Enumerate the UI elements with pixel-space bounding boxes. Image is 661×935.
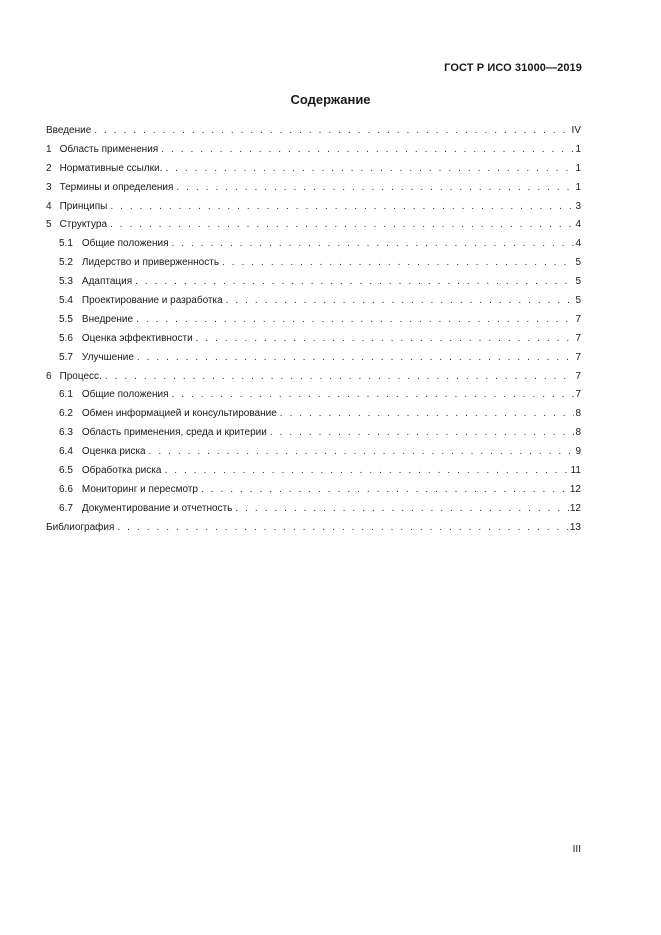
toc-entry-page: 5: [575, 257, 581, 269]
toc-entry[interactable]: [46, 198, 581, 217]
toc-entry-number: 6.3: [59, 427, 73, 439]
toc-entry-label: Принципы: [59, 200, 108, 212]
toc-entry[interactable]: [46, 481, 581, 500]
toc-entry[interactable]: [46, 273, 581, 292]
toc-entry-label: Библиография: [46, 521, 115, 533]
toc-entry-page: 8: [575, 427, 581, 439]
toc-leader-dots: [270, 424, 575, 443]
table-of-contents: [46, 122, 581, 538]
toc-entry-page: 1: [575, 181, 581, 193]
toc-entry-number: 5.1: [59, 238, 73, 250]
toc-entry-page: 4: [575, 238, 581, 250]
toc-entry-number: 6.4: [59, 446, 73, 458]
toc-entry-label: Термины и определения: [59, 181, 174, 193]
toc-entry[interactable]: [46, 368, 581, 387]
toc-entry-number: 5.5: [59, 313, 73, 325]
toc-leader-dots: [117, 519, 568, 538]
toc-leader-dots: [164, 462, 569, 481]
toc-leader-dots: [235, 500, 569, 519]
toc-entry-label: Оценка эффективности: [81, 332, 193, 344]
toc-entry-page: 7: [575, 351, 581, 363]
toc-entry-number: 6.6: [59, 483, 73, 495]
toc-leader-dots: [280, 405, 575, 424]
toc-leader-dots: [110, 198, 574, 217]
toc-entry-number: 6.2: [59, 408, 73, 420]
toc-leader-dots: [161, 141, 574, 160]
toc-entry-label: Нормативные ссылки.: [59, 162, 163, 174]
toc-entry-page: 12: [569, 483, 581, 495]
toc-entry-page: 7: [575, 370, 581, 382]
toc-entry-number: 1: [46, 143, 52, 155]
toc-leader-dots: [176, 179, 574, 198]
toc-entry-label: Адаптация: [81, 276, 133, 288]
toc-entry-number: 2: [46, 162, 52, 174]
toc-entry-label: Область применения: [59, 143, 159, 155]
toc-entry-label: Обмен информацией и консультирование: [81, 408, 277, 420]
toc-entry-page: 5: [575, 276, 581, 288]
toc-entry[interactable]: [46, 160, 581, 179]
toc-entry-label: Оценка риска: [81, 446, 146, 458]
toc-entry-page: 4: [575, 219, 581, 231]
toc-entry-number: 6.1: [59, 389, 73, 401]
toc-entry-page: 5: [575, 295, 581, 307]
page-title: Содержание: [290, 92, 371, 107]
toc-entry-page: 1: [575, 143, 581, 155]
toc-leader-dots: [226, 292, 575, 311]
toc-leader-dots: [105, 368, 575, 387]
toc-entry[interactable]: [46, 386, 581, 405]
toc-entry-label: Документирование и отчетность: [81, 502, 233, 514]
toc-entry-page: 7: [575, 389, 581, 401]
toc-leader-dots: [201, 481, 569, 500]
toc-entry[interactable]: [46, 424, 581, 443]
toc-entry-page: 12: [569, 502, 581, 514]
standard-designation: ГОСТ Р ИСО 31000—2019: [444, 62, 582, 74]
toc-leader-dots: [136, 311, 574, 330]
toc-entry-page: 13: [569, 521, 581, 533]
toc-entry-number: 5.4: [59, 295, 73, 307]
toc-entry-label: Мониторинг и пересмотр: [81, 483, 198, 495]
toc-entry[interactable]: [46, 311, 581, 330]
toc-leader-dots: [135, 273, 574, 292]
toc-entry-page: 7: [575, 332, 581, 344]
toc-entry-label: Введение: [46, 125, 92, 136]
toc-entry[interactable]: [46, 349, 581, 368]
toc-entry-label: Обработка риска: [81, 465, 162, 477]
toc-entry-number: 5: [46, 219, 52, 231]
toc-entry-label: Общие положения: [81, 389, 169, 401]
toc-entry[interactable]: [46, 443, 581, 462]
toc-entry-number: 5.3: [59, 276, 73, 288]
toc-entry-number: 5.6: [59, 332, 73, 344]
toc-entry-label: Проектирование и разработка: [81, 295, 223, 307]
toc-leader-dots: [94, 122, 570, 141]
toc-entry[interactable]: [46, 179, 581, 198]
toc-entry-page: IV: [571, 125, 581, 136]
toc-entry-label: Область применения, среда и критерии: [81, 427, 267, 439]
toc-leader-dots: [172, 386, 575, 405]
toc-leader-dots: [149, 443, 575, 462]
toc-entry[interactable]: [46, 122, 581, 141]
toc-entry[interactable]: [46, 405, 581, 424]
toc-entry[interactable]: [46, 141, 581, 160]
toc-entry-page: 3: [575, 200, 581, 212]
toc-leader-dots: [137, 349, 575, 368]
toc-entry-label: Общие положения: [81, 238, 169, 250]
toc-entry[interactable]: [46, 330, 581, 349]
toc-leader-dots: [172, 235, 575, 254]
toc-entry-page: 8: [575, 408, 581, 420]
toc-entry-number: 4: [46, 200, 52, 212]
toc-leader-dots: [165, 160, 574, 179]
toc-entry-label: Улучшение: [81, 351, 134, 363]
toc-entry[interactable]: [46, 235, 581, 254]
toc-entry-number: 5.7: [59, 351, 73, 363]
toc-entry[interactable]: [46, 462, 581, 481]
toc-entry-number: 5.2: [59, 257, 73, 269]
page-number: III: [572, 844, 581, 855]
toc-entry-label: Лидерство и приверженность: [81, 257, 220, 269]
toc-leader-dots: [196, 330, 575, 349]
toc-leader-dots: [222, 254, 574, 273]
toc-entry[interactable]: [46, 500, 581, 519]
toc-entry-number: 6.7: [59, 502, 73, 514]
toc-entry[interactable]: [46, 519, 581, 538]
toc-entry-number: 6.5: [59, 465, 73, 477]
toc-entry-page: 11: [570, 465, 581, 477]
toc-entry-page: 7: [575, 313, 581, 325]
toc-entry-page: 9: [575, 446, 581, 458]
toc-entry-number: 6: [46, 370, 52, 382]
toc-entry-label: Процесс.: [59, 370, 102, 382]
toc-entry[interactable]: [46, 216, 581, 235]
toc-entry-label: Структура: [59, 219, 108, 231]
toc-leader-dots: [110, 216, 574, 235]
toc-entry-number: 3: [46, 181, 52, 193]
toc-entry[interactable]: [46, 254, 581, 273]
toc-entry[interactable]: [46, 292, 581, 311]
toc-entry-page: 1: [575, 162, 581, 174]
toc-entry-label: Внедрение: [81, 313, 134, 325]
